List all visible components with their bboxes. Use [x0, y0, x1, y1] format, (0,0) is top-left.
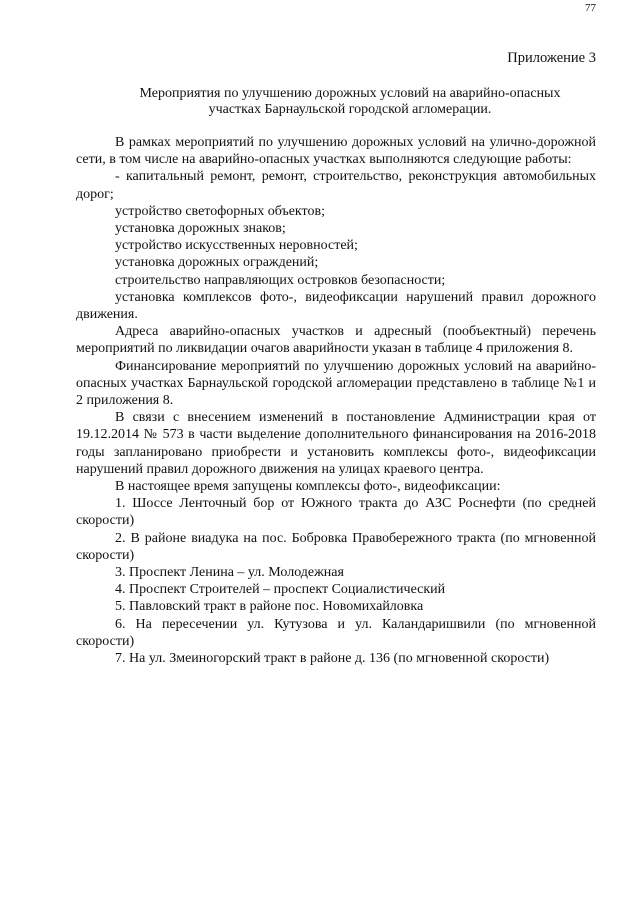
title-line-2: участках Барнаульской городской агломерации. — [208, 102, 492, 117]
paragraph: Финансирование мероприятий по улучшению дорожных условий на аварийно-опасных участках Барнаульской городской агломерации представлено в таблице №1 и 2 приложения 8. — [76, 358, 596, 409]
list-item: строительство направляющих островков безопасности; — [115, 272, 446, 288]
appendix-label: Приложение 3 — [507, 50, 596, 66]
list-item: 4. Проспект Строителей – проспект Социалистический — [115, 582, 446, 598]
title-line-1: Мероприятия по улучшению дорожных условий на аварийно-опасных — [139, 86, 561, 101]
list-item: 2. В районе виадука на пос. Бобровка Правобережного тракта (по мгновенной скорости) — [76, 530, 596, 563]
list-item: 7. На ул. Змеиногорский тракт в районе д. 136 (по мгновенной скорости) — [115, 651, 550, 667]
document-title — [60, 86, 640, 118]
document-body — [76, 134, 596, 667]
list-item: устройство светофорных объектов; — [115, 203, 325, 219]
paragraph: В настоящее время запущены комплексы фото-, видеофиксации: — [115, 479, 501, 495]
paragraph: Адреса аварийно-опасных участков и адресный (пообъектный) перечень мероприятий по ликвидации очагов аварийности указан в таблице 4 приложения 8. — [76, 324, 596, 357]
paragraph: В связи с внесением изменений в постановление Администрации края от 19.12.2014 № 573 в части выделение дополнительного финансирования на 2016-2018 годы запланировано приобрести и установить комплексы фото-, видеофиксации нарушений правил дорожного движения на улицах краевого центра. — [76, 410, 596, 477]
list-item: установка дорожных знаков; — [115, 221, 286, 237]
list-item: 1. Шоссе Ленточный бор от Южного тракта до АЗС Роснефти (по средней скорости) — [76, 496, 596, 529]
list-item: устройство искусственных неровностей; — [115, 238, 358, 254]
list-item: установка комплексов фото-, видеофиксации нарушений правил дорожного движения. — [76, 289, 596, 323]
page-number: 77 — [585, 2, 596, 14]
list-item: 3. Проспект Ленина – ул. Молодежная — [115, 565, 344, 581]
paragraph: В рамках мероприятий по улучшению дорожных условий на улично-дорожной сети, в том числе на аварийно-опасных участках выполняются следующие работы: — [76, 135, 596, 168]
list-item: - капитальный ремонт, ремонт, строительство, реконструкция автомобильных дорог; — [76, 169, 596, 202]
list-item: 6. На пересечении ул. Кутузова и ул. Каландаришвили (по мгновенной скорости) — [76, 616, 596, 649]
list-item: 5. Павловский тракт в районе пос. Новомихайловка — [115, 599, 424, 615]
list-item: установка дорожных ограждений; — [115, 255, 319, 271]
